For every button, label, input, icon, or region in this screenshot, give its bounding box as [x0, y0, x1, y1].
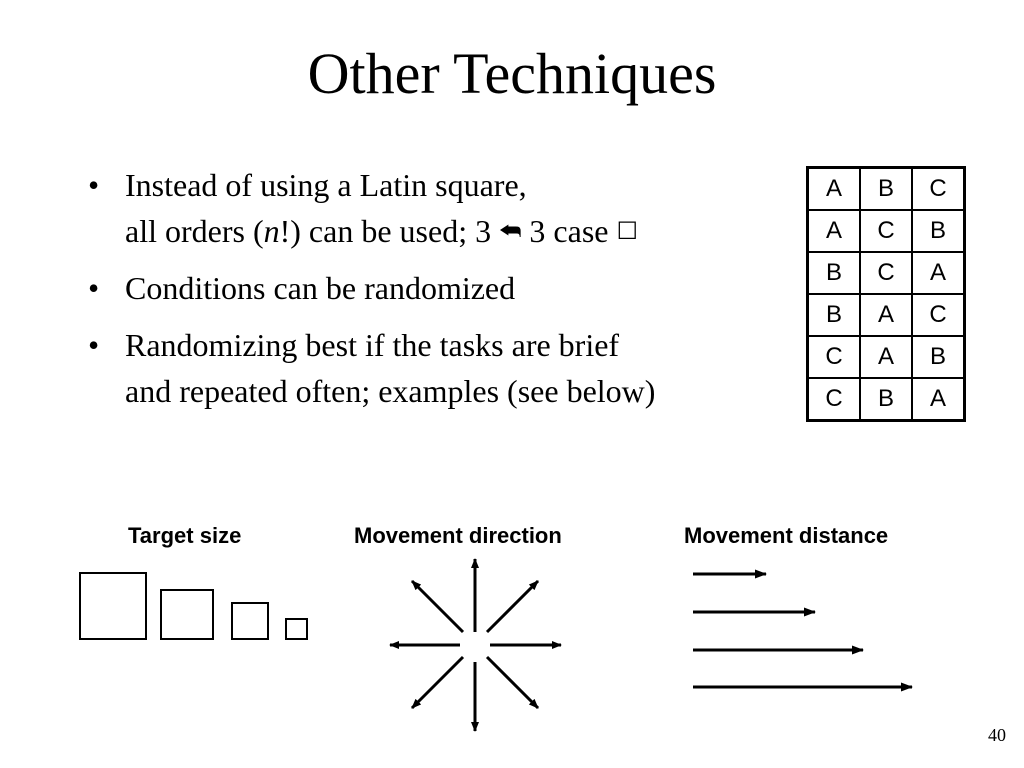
target-square-small: [231, 602, 269, 640]
missing-glyph-icon: ⮪: [499, 217, 522, 245]
table-cell: A: [808, 210, 861, 252]
table-cell: C: [808, 378, 861, 421]
target-square-medium: [160, 589, 214, 640]
missing-glyph-icon: ☐: [616, 217, 638, 245]
text-run: all orders (: [125, 213, 264, 249]
latin-square-table: [806, 166, 966, 422]
text-run: !) can be used; 3: [279, 213, 500, 249]
movement-distance-diagram: [690, 560, 930, 700]
table-cell: A: [860, 336, 912, 378]
text-run: 3 case: [521, 213, 617, 249]
table-row: [808, 378, 965, 421]
bullet-text-line: [125, 208, 788, 254]
table-cell: B: [860, 168, 912, 211]
bullet-symbol: •: [88, 327, 100, 363]
bullet-item: [88, 162, 788, 254]
table-cell: C: [860, 210, 912, 252]
table-row: [808, 168, 965, 211]
bullet-symbol: •: [88, 270, 100, 306]
table-row: [808, 210, 965, 252]
table-cell: A: [808, 168, 861, 211]
bullet-symbol: •: [88, 167, 100, 203]
table-cell: B: [860, 378, 912, 421]
direction-arrow-down-right: [487, 657, 538, 708]
table-cell: B: [912, 210, 965, 252]
slide-title: Other Techniques: [307, 41, 717, 106]
table-cell: C: [912, 294, 965, 336]
target-square-tiny: [285, 618, 308, 640]
movement-distance-caption: Movement distance: [684, 523, 889, 548]
page-number: 40: [988, 725, 1006, 745]
direction-arrow-down-left: [412, 657, 463, 708]
table-cell: C: [860, 252, 912, 294]
direction-arrow-up-left: [412, 581, 463, 632]
movement-direction-caption: Movement direction: [354, 523, 562, 548]
bullet-list: [88, 162, 788, 425]
bullet-text-line: and repeated often; examples (see below): [125, 373, 656, 409]
table-row: [808, 252, 965, 294]
table-cell: A: [860, 294, 912, 336]
table-cell: C: [912, 168, 965, 211]
bullet-text-line: Randomizing best if the tasks are brief: [125, 327, 620, 363]
table-cell: B: [808, 252, 861, 294]
table-cell: A: [912, 378, 965, 421]
target-size-caption: Target size: [128, 523, 242, 548]
movement-direction-diagram: [385, 557, 565, 737]
table-cell: B: [808, 294, 861, 336]
bullet-text-line: Instead of using a Latin square,: [125, 167, 527, 203]
bullet-text-line: Conditions can be randomized: [125, 270, 516, 306]
target-square-large: [79, 572, 147, 640]
table-cell: B: [912, 336, 965, 378]
bullet-item: [88, 265, 788, 311]
table-cell: A: [912, 252, 965, 294]
table-row: [808, 294, 965, 336]
direction-arrow-up-right: [487, 581, 538, 632]
table-cell: C: [808, 336, 861, 378]
table-row: [808, 336, 965, 378]
italic-n: n: [263, 213, 280, 249]
bullet-item: [88, 322, 788, 414]
